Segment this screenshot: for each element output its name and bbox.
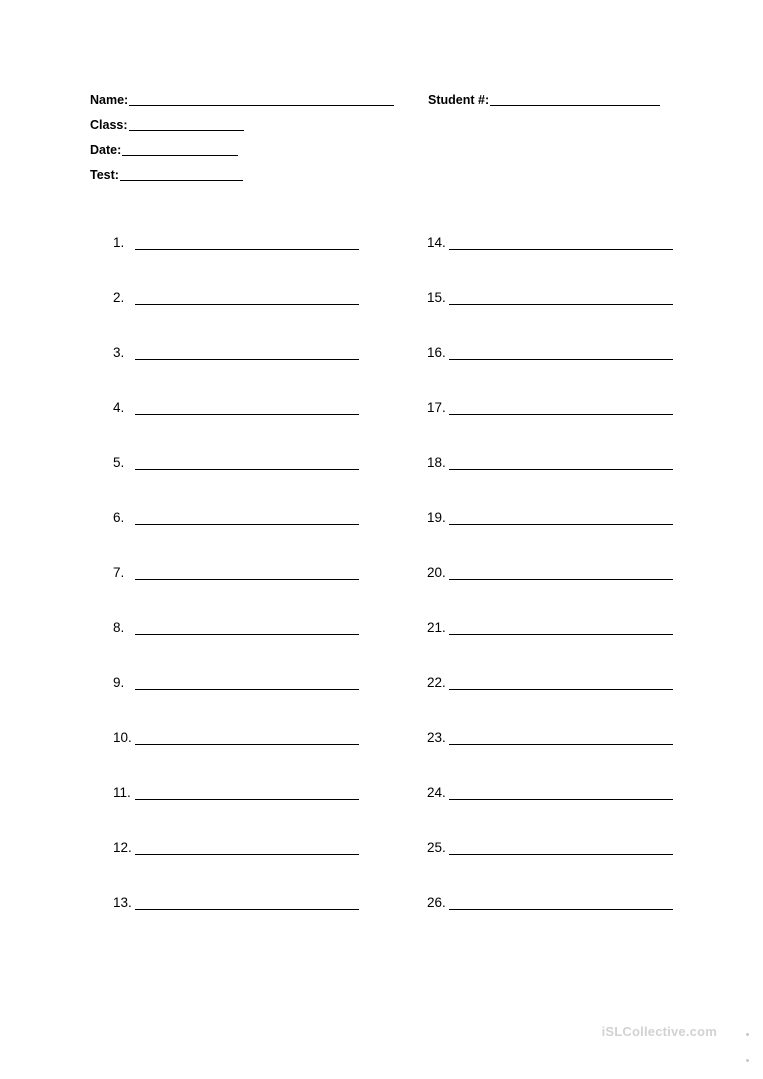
answer-row	[113, 731, 359, 745]
test-label: Test:	[90, 167, 119, 182]
answer-blank[interactable]	[135, 347, 359, 360]
answer-blank[interactable]	[449, 622, 673, 635]
answer-number: 16.	[427, 345, 446, 360]
answer-number: 15.	[427, 290, 446, 305]
answer-blank[interactable]	[449, 512, 673, 525]
answer-row	[113, 676, 359, 690]
answer-blank[interactable]	[449, 567, 673, 580]
answer-number: 22.	[427, 675, 446, 690]
student-number-field	[428, 93, 660, 106]
answer-number: 23.	[427, 730, 446, 745]
date-label: Date:	[90, 142, 122, 157]
answer-blank[interactable]	[135, 237, 359, 250]
answer-blank[interactable]	[135, 292, 359, 305]
answer-row	[427, 731, 673, 745]
answer-row	[113, 511, 359, 525]
answer-row	[427, 401, 673, 415]
answer-number: 5.	[113, 455, 125, 470]
answer-blank[interactable]	[135, 787, 359, 800]
answer-row	[113, 401, 359, 415]
answer-row	[427, 841, 673, 855]
class-blank[interactable]	[129, 118, 244, 131]
answer-row	[427, 896, 673, 910]
class-label: Class:	[90, 117, 128, 132]
answer-row	[427, 236, 673, 250]
answer-row	[113, 346, 359, 360]
answer-blank[interactable]	[449, 237, 673, 250]
date-field	[90, 143, 238, 156]
answer-number: 8.	[113, 620, 125, 635]
answer-row	[113, 841, 359, 855]
answer-row	[113, 786, 359, 800]
answer-row	[427, 511, 673, 525]
answer-number: 18.	[427, 455, 446, 470]
date-blank[interactable]	[122, 143, 238, 156]
answer-number: 17.	[427, 400, 446, 415]
answer-blank[interactable]	[449, 347, 673, 360]
answer-blank[interactable]	[449, 402, 673, 415]
answer-number: 9.	[113, 675, 125, 690]
answer-number: 2.	[113, 290, 125, 305]
answer-number: 25.	[427, 840, 446, 855]
answer-row	[427, 346, 673, 360]
answer-row	[427, 291, 673, 305]
answer-blank[interactable]	[135, 897, 359, 910]
answer-blank[interactable]	[135, 622, 359, 635]
answer-number: 24.	[427, 785, 446, 800]
test-blank[interactable]	[120, 168, 243, 181]
answer-blank[interactable]	[135, 457, 359, 470]
answer-number: 10.	[113, 730, 132, 745]
name-blank[interactable]	[129, 93, 394, 106]
answer-number: 1.	[113, 235, 125, 250]
answer-number: 19.	[427, 510, 446, 525]
answer-row	[427, 456, 673, 470]
answer-blank[interactable]	[135, 402, 359, 415]
answer-number: 20.	[427, 565, 446, 580]
answer-number: 6.	[113, 510, 125, 525]
answer-row	[113, 896, 359, 910]
answer-row	[427, 676, 673, 690]
decorative-dot	[746, 1033, 749, 1036]
answer-row	[113, 291, 359, 305]
answer-row	[427, 621, 673, 635]
answer-number: 26.	[427, 895, 446, 910]
answer-row	[427, 566, 673, 580]
answer-number: 3.	[113, 345, 125, 360]
decorative-dot	[746, 1059, 749, 1062]
answer-number: 21.	[427, 620, 446, 635]
answer-number: 13.	[113, 895, 132, 910]
answer-number: 14.	[427, 235, 446, 250]
answer-blank[interactable]	[449, 897, 673, 910]
name-label: Name:	[90, 92, 129, 107]
answer-number: 11.	[113, 785, 131, 800]
answer-blank[interactable]	[449, 842, 673, 855]
watermark: iSLCollective.com	[601, 1024, 717, 1039]
answer-number: 4.	[113, 400, 125, 415]
answer-row	[113, 236, 359, 250]
answer-blank[interactable]	[449, 457, 673, 470]
answer-row	[113, 456, 359, 470]
answer-blank[interactable]	[135, 512, 359, 525]
student-number-label: Student #:	[428, 92, 490, 107]
answer-blank[interactable]	[135, 842, 359, 855]
student-number-blank[interactable]	[490, 93, 660, 106]
answer-blank[interactable]	[449, 677, 673, 690]
name-field	[90, 93, 394, 106]
answer-row	[427, 786, 673, 800]
answer-row	[113, 621, 359, 635]
answer-blank[interactable]	[449, 292, 673, 305]
class-field	[90, 118, 244, 131]
answer-number: 12.	[113, 840, 132, 855]
answer-blank[interactable]	[135, 677, 359, 690]
answer-row	[113, 566, 359, 580]
answer-blank[interactable]	[135, 732, 359, 745]
answer-number: 7.	[113, 565, 125, 580]
test-field	[90, 168, 243, 181]
answer-blank[interactable]	[135, 567, 359, 580]
answer-blank[interactable]	[449, 787, 673, 800]
answer-blank[interactable]	[449, 732, 673, 745]
